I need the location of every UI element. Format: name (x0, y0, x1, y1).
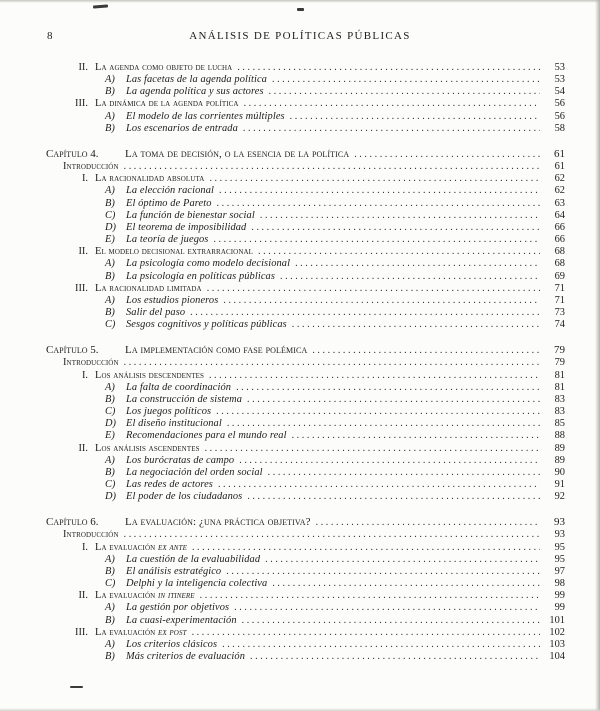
entry-label: C) (105, 319, 116, 331)
toc-entry (46, 394, 565, 406)
entry-title: La gestión por objetivos (126, 602, 230, 614)
entry-page-number: 56 (554, 110, 565, 122)
dot-leader (251, 222, 540, 234)
entry-label: B) (105, 466, 115, 478)
toc-entry (46, 295, 565, 307)
entry-label: II. (78, 442, 88, 454)
entry-label: A) (105, 454, 115, 466)
entry-title: Salir del paso (126, 306, 186, 318)
entry-title: La implementación como fase polémica (125, 344, 308, 357)
entry-title: Los juegos políticos (126, 406, 212, 418)
entry-title: La toma de decisión, o la esencia de la política (125, 147, 350, 160)
dot-leader (312, 344, 540, 357)
dot-leader (247, 394, 540, 406)
toc-entry (46, 554, 565, 566)
dot-leader (124, 161, 540, 173)
toc-entry (46, 455, 565, 467)
entry-page-number: 89 (554, 442, 565, 454)
toc-entry (46, 62, 565, 74)
dot-leader (244, 98, 540, 110)
dot-leader (219, 185, 540, 197)
entry-page-number: 89 (554, 454, 565, 466)
toc-entry (46, 161, 565, 173)
toc-entry (46, 173, 565, 185)
page-number: 8 (47, 30, 53, 42)
dot-leader (295, 258, 540, 270)
entry-page-number: 99 (554, 602, 565, 614)
entry-label: A) (105, 110, 115, 122)
entry-title: El teorema de imposibilidad (126, 221, 247, 233)
table-of-contents (46, 62, 565, 663)
toc-entry (46, 443, 565, 455)
entry-label: B) (105, 651, 115, 663)
dot-leader (236, 382, 540, 394)
dot-leader (216, 406, 540, 418)
dot-leader (280, 271, 540, 283)
entry-label: Capítulo 6. (46, 516, 99, 529)
toc-entry (46, 639, 565, 651)
entry-label: B) (105, 270, 115, 282)
entry-page-number: 79 (554, 357, 565, 369)
page-right-edge (595, 0, 600, 711)
toc-entry (46, 578, 565, 590)
dot-leader (243, 123, 540, 135)
dot-leader (268, 467, 540, 479)
entry-title: La cuestión de la evaluabilidad (126, 553, 261, 565)
entry-page-number: 83 (554, 406, 565, 418)
dot-leader (354, 148, 540, 161)
toc-entry (46, 529, 565, 541)
dot-leader (222, 639, 540, 651)
toc-entry (46, 319, 565, 331)
entry-page-number: 73 (554, 306, 565, 318)
entry-title: Las redes de actores (126, 479, 213, 490)
entry-title: Introducción (63, 161, 119, 173)
entry-label: C) (105, 209, 116, 221)
entry-title: El análisis estratégico (126, 565, 222, 577)
toc-entry (46, 430, 565, 442)
entry-page-number: 93 (554, 516, 565, 529)
dot-leader (242, 615, 540, 627)
toc-entry (46, 74, 565, 86)
entry-title: Introducción (63, 529, 119, 541)
dot-leader (269, 86, 540, 98)
entry-page-number: 54 (554, 86, 565, 98)
toc-entry (46, 185, 565, 197)
dot-leader (265, 554, 540, 566)
toc-entry (46, 98, 565, 110)
dot-leader (234, 602, 540, 614)
entry-page-number: 71 (554, 294, 565, 306)
entry-label: III. (75, 98, 88, 110)
entry-page-number: 74 (554, 319, 565, 331)
entry-title: La falta de coordinación (126, 381, 232, 393)
toc-entry (46, 418, 565, 430)
entry-label: A) (105, 553, 115, 565)
toc-entry (46, 222, 565, 234)
dot-leader (239, 455, 540, 467)
entry-label: B) (105, 565, 115, 577)
entry-page-number: 71 (554, 282, 565, 294)
dot-leader (258, 246, 540, 258)
entry-page-number: 95 (554, 541, 565, 553)
dot-leader (292, 319, 540, 331)
entry-label: II. (78, 590, 88, 602)
toc-entry (46, 198, 565, 210)
entry-label: II. (78, 246, 88, 258)
entry-page-number: 63 (554, 197, 565, 209)
entry-label: A) (105, 638, 115, 650)
entry-page-number: 66 (554, 221, 565, 233)
dot-leader (247, 491, 540, 503)
entry-title: La evaluación ex ante (95, 541, 187, 553)
entry-title: La cuasi-experimentación (126, 614, 237, 626)
entry-page-number: 61 (554, 161, 565, 173)
entry-title: Delphi y la inteligencia colectiva (126, 578, 268, 590)
toc-entry (46, 590, 565, 602)
entry-label: A) (105, 185, 115, 197)
entry-page-number: 103 (549, 638, 565, 650)
entry-page-number: 92 (554, 491, 565, 503)
toc-entry (46, 148, 565, 161)
entry-title: La función de bienestar social (126, 209, 255, 221)
toc-entry (46, 542, 565, 554)
scan-artifact (70, 686, 83, 688)
entry-label: B) (105, 393, 115, 405)
running-title: ANÁLISIS DE POLÍTICAS PÚBLICAS (189, 30, 411, 42)
entry-page-number: 99 (554, 590, 565, 602)
toc-entry (46, 615, 565, 627)
entry-label: A) (105, 602, 115, 614)
entry-page-number: 69 (554, 270, 565, 282)
entry-page-number: 85 (554, 418, 565, 430)
entry-label: D) (105, 418, 116, 430)
entry-title: El poder de los ciudadanos (126, 491, 243, 503)
entry-title: El modelo decisional extrarracional (95, 246, 254, 258)
entry-page-number: 68 (554, 258, 565, 270)
entry-page-number: 93 (554, 529, 565, 541)
entry-title: Las facetas de la agenda política (126, 74, 267, 86)
entry-label: II. (78, 62, 88, 73)
entry-page-number: 56 (554, 98, 565, 110)
dot-leader (205, 443, 540, 455)
entry-page-number: 88 (554, 430, 565, 442)
dot-leader (292, 430, 540, 442)
entry-page-number: 104 (549, 651, 565, 663)
entry-label: B) (105, 197, 115, 209)
toc-entry (46, 467, 565, 479)
dot-leader (209, 173, 540, 185)
entry-title: La psicología como modelo decisional (126, 258, 291, 270)
toc-entry (46, 210, 565, 222)
entry-page-number: 58 (554, 122, 565, 134)
toc-entry (46, 111, 565, 123)
dot-leader (290, 111, 540, 123)
entry-page-number: 66 (554, 234, 565, 246)
entry-title: La evaluación: ¿una práctica objetiva? (125, 516, 311, 529)
entry-page-number: 97 (554, 565, 565, 577)
toc-entry (46, 283, 565, 295)
dot-leader (124, 357, 540, 369)
dot-leader (192, 542, 540, 554)
dot-leader (250, 651, 540, 663)
entry-page-number: 68 (554, 246, 565, 258)
toc-entry (46, 344, 565, 357)
dot-leader (227, 418, 540, 430)
toc-entry (46, 234, 565, 246)
entry-page-number: 90 (554, 466, 565, 478)
entry-title: La dinámica de la agenda política (95, 98, 239, 110)
dot-leader (272, 578, 540, 590)
entry-page-number: 91 (554, 479, 565, 490)
entry-label: E) (105, 430, 115, 442)
dot-leader (124, 529, 540, 541)
entry-title: La evaluación ex post (95, 626, 187, 638)
entry-title: Los escenarios de entrada (126, 122, 238, 134)
entry-page-number: 53 (554, 74, 565, 86)
entry-label: D) (105, 491, 116, 503)
entry-title: La agenda política y sus actores (126, 86, 264, 98)
dot-leader (209, 370, 540, 382)
entry-label: E) (105, 234, 115, 246)
entry-title: La elección racional (126, 185, 214, 197)
entry-title: La teoría de juegos (126, 234, 209, 246)
dot-leader (217, 198, 541, 210)
entry-page-number: 53 (554, 62, 565, 73)
entry-label: III. (75, 626, 88, 638)
toc-entry (46, 123, 565, 135)
toc-entry (46, 566, 565, 578)
entry-title: La racionalidad limitada (95, 282, 202, 294)
toc-entry (46, 479, 565, 491)
entry-label: Capítulo 5. (46, 344, 99, 357)
toc-entry (46, 406, 565, 418)
entry-page-number: 81 (554, 369, 565, 381)
toc-entry (46, 491, 565, 503)
entry-page-number: 83 (554, 393, 565, 405)
toc-entry (46, 382, 565, 394)
toc-entry (46, 246, 565, 258)
dot-leader (272, 74, 540, 86)
entry-label: I. (81, 369, 88, 381)
entry-label: A) (105, 294, 115, 306)
entry-title: Los análisis ascendentes (95, 442, 200, 454)
entry-title: El diseño institucional (126, 418, 222, 430)
dot-leader (226, 566, 540, 578)
entry-title: Los burócratas de campo (126, 454, 235, 466)
entry-page-number: 101 (549, 614, 565, 626)
entry-label: I. (81, 173, 88, 185)
entry-label: B) (105, 86, 115, 98)
entry-label: A) (105, 258, 115, 270)
entry-title: Más criterios de evaluación (126, 651, 245, 663)
dot-leader (237, 62, 540, 74)
toc-entry (46, 307, 565, 319)
toc-entry (46, 627, 565, 639)
toc-entry (46, 86, 565, 98)
entry-label: A) (105, 381, 115, 393)
entry-page-number: 62 (554, 185, 565, 197)
entry-title: La racionalidad absoluta (95, 173, 205, 185)
entry-page-number: 95 (554, 553, 565, 565)
entry-title: Los estudios pioneros (126, 294, 219, 306)
toc-entry (46, 370, 565, 382)
entry-label: B) (105, 614, 115, 626)
entry-title: Sesgos cognitivos y políticas públicas (126, 319, 287, 331)
entry-title: Los análisis descendentes (95, 369, 204, 381)
entry-page-number: 102 (549, 626, 565, 638)
entry-title: La psicología en políticas públicas (126, 270, 275, 282)
entry-label: C) (105, 578, 116, 590)
dot-leader (192, 627, 540, 639)
dot-leader (218, 479, 540, 491)
entry-page-number: 98 (554, 578, 565, 590)
entry-label: Capítulo 4. (46, 147, 99, 160)
entry-page-number: 64 (554, 209, 565, 221)
dot-leader (200, 590, 540, 602)
entry-title: La construcción de sistema (126, 393, 243, 405)
entry-title: El óptimo de Pareto (126, 197, 212, 209)
dot-leader (213, 234, 540, 246)
entry-page-number: 61 (554, 147, 565, 160)
entry-label: A) (105, 74, 115, 86)
entry-title: El modelo de las corrientes múltiples (126, 110, 285, 122)
toc-entry (46, 271, 565, 283)
entry-page-number: 81 (554, 381, 565, 393)
entry-title: La evaluación in itinere (95, 590, 195, 602)
entry-page-number: 62 (554, 173, 565, 185)
toc-entry (46, 258, 565, 270)
entry-label: B) (105, 122, 115, 134)
entry-label: C) (105, 406, 116, 418)
toc-entry (46, 516, 565, 529)
page-header (0, 0, 600, 46)
dot-leader (207, 283, 540, 295)
entry-label: D) (105, 221, 116, 233)
entry-page-number: 79 (554, 344, 565, 357)
dot-leader (223, 295, 540, 307)
dot-leader (260, 210, 540, 222)
entry-label: C) (105, 479, 116, 490)
entry-title: Introducción (63, 357, 119, 369)
entry-label: III. (75, 282, 88, 294)
entry-label: B) (105, 306, 115, 318)
entry-title: La negociación del orden social (126, 466, 263, 478)
dot-leader (316, 516, 540, 529)
toc-entry (46, 602, 565, 614)
entry-title: La agenda como objeto de lucha (95, 62, 233, 73)
toc-entry (46, 357, 565, 369)
entry-title: Recomendaciones para el mundo real (126, 430, 287, 442)
entry-label: I. (81, 541, 88, 553)
toc-entry (46, 651, 565, 663)
dot-leader (190, 307, 540, 319)
entry-title: Los criterios clásicos (126, 638, 218, 650)
